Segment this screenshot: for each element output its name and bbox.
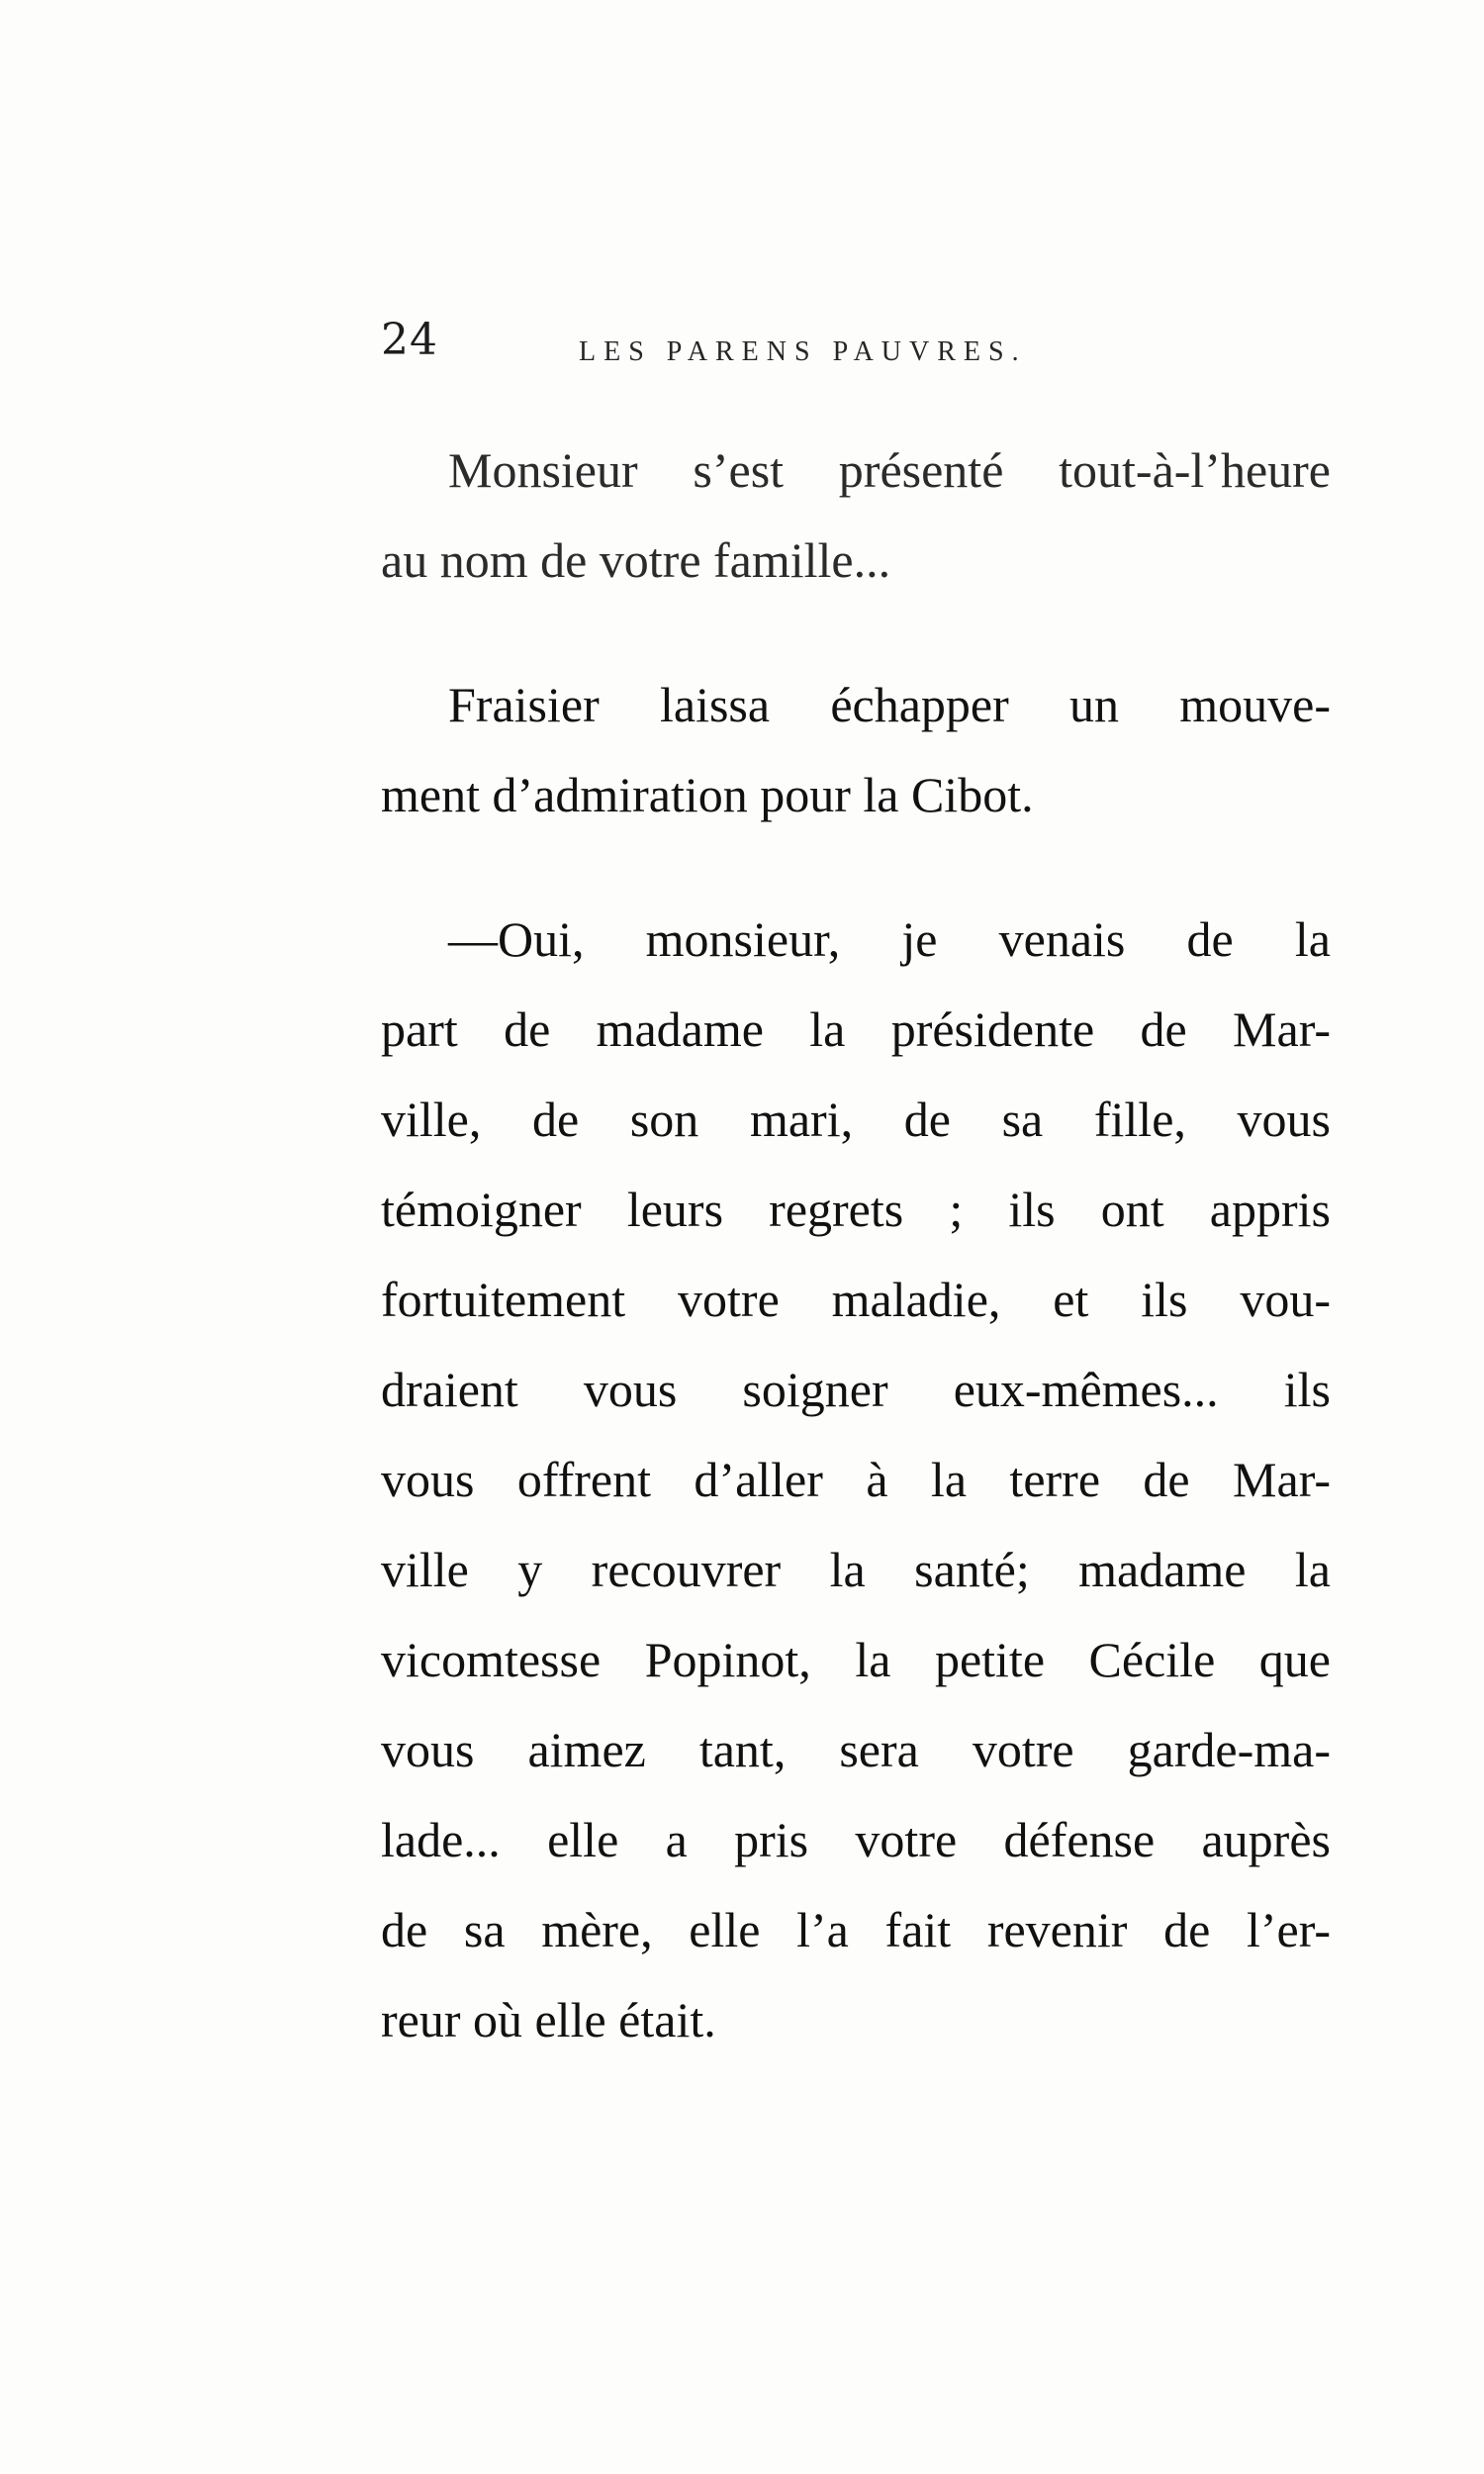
text-line: fortuitement votre maladie, et ils vou- bbox=[381, 1272, 1331, 1327]
page-header bbox=[381, 315, 1350, 374]
page-number: 24 bbox=[381, 315, 438, 365]
text-line: témoigner leurs regrets ; ils ont appris bbox=[381, 1182, 1331, 1237]
body-text bbox=[381, 426, 1331, 2065]
paragraph-2 bbox=[381, 660, 1331, 840]
text-line: ville, de son mari, de sa fille, vous bbox=[381, 1092, 1331, 1147]
text-line: vous aimez tant, sera votre garde-ma- bbox=[381, 1722, 1331, 1777]
text-line: Monsieur s’est présenté tout-à-l’heure bbox=[448, 442, 1331, 498]
text-line: ment d’admiration pour la Cibot. bbox=[381, 767, 1034, 822]
text-line: lade... elle a pris votre défense auprès bbox=[381, 1812, 1331, 1867]
text-line: de sa mère, elle l’a fait revenir de l’er- bbox=[381, 1902, 1331, 1957]
running-title: LES PARENS PAUVRES. bbox=[579, 336, 1027, 367]
text-line: reur où elle était. bbox=[381, 1992, 716, 2047]
text-line: vicomtesse Popinot, la petite Cécile que bbox=[381, 1632, 1331, 1687]
text-line: —Oui, monsieur, je venais de la bbox=[448, 911, 1331, 967]
text-line: ville y recouvrer la santé; madame la bbox=[381, 1542, 1331, 1597]
text-line: vous offrent d’aller à la terre de Mar- bbox=[381, 1452, 1331, 1507]
text-line: au nom de votre famille... bbox=[381, 532, 891, 588]
paragraph-gap bbox=[381, 840, 1331, 895]
text-line: part de madame la présidente de Mar- bbox=[381, 1001, 1331, 1057]
text-line: draient vous soigner eux-mêmes... ils bbox=[381, 1362, 1331, 1417]
paragraph-1 bbox=[381, 426, 1331, 606]
text-line: Fraisier laissa échapper un mouve- bbox=[448, 677, 1331, 732]
paragraph-gap bbox=[381, 606, 1331, 660]
paragraph-3 bbox=[381, 895, 1331, 2065]
